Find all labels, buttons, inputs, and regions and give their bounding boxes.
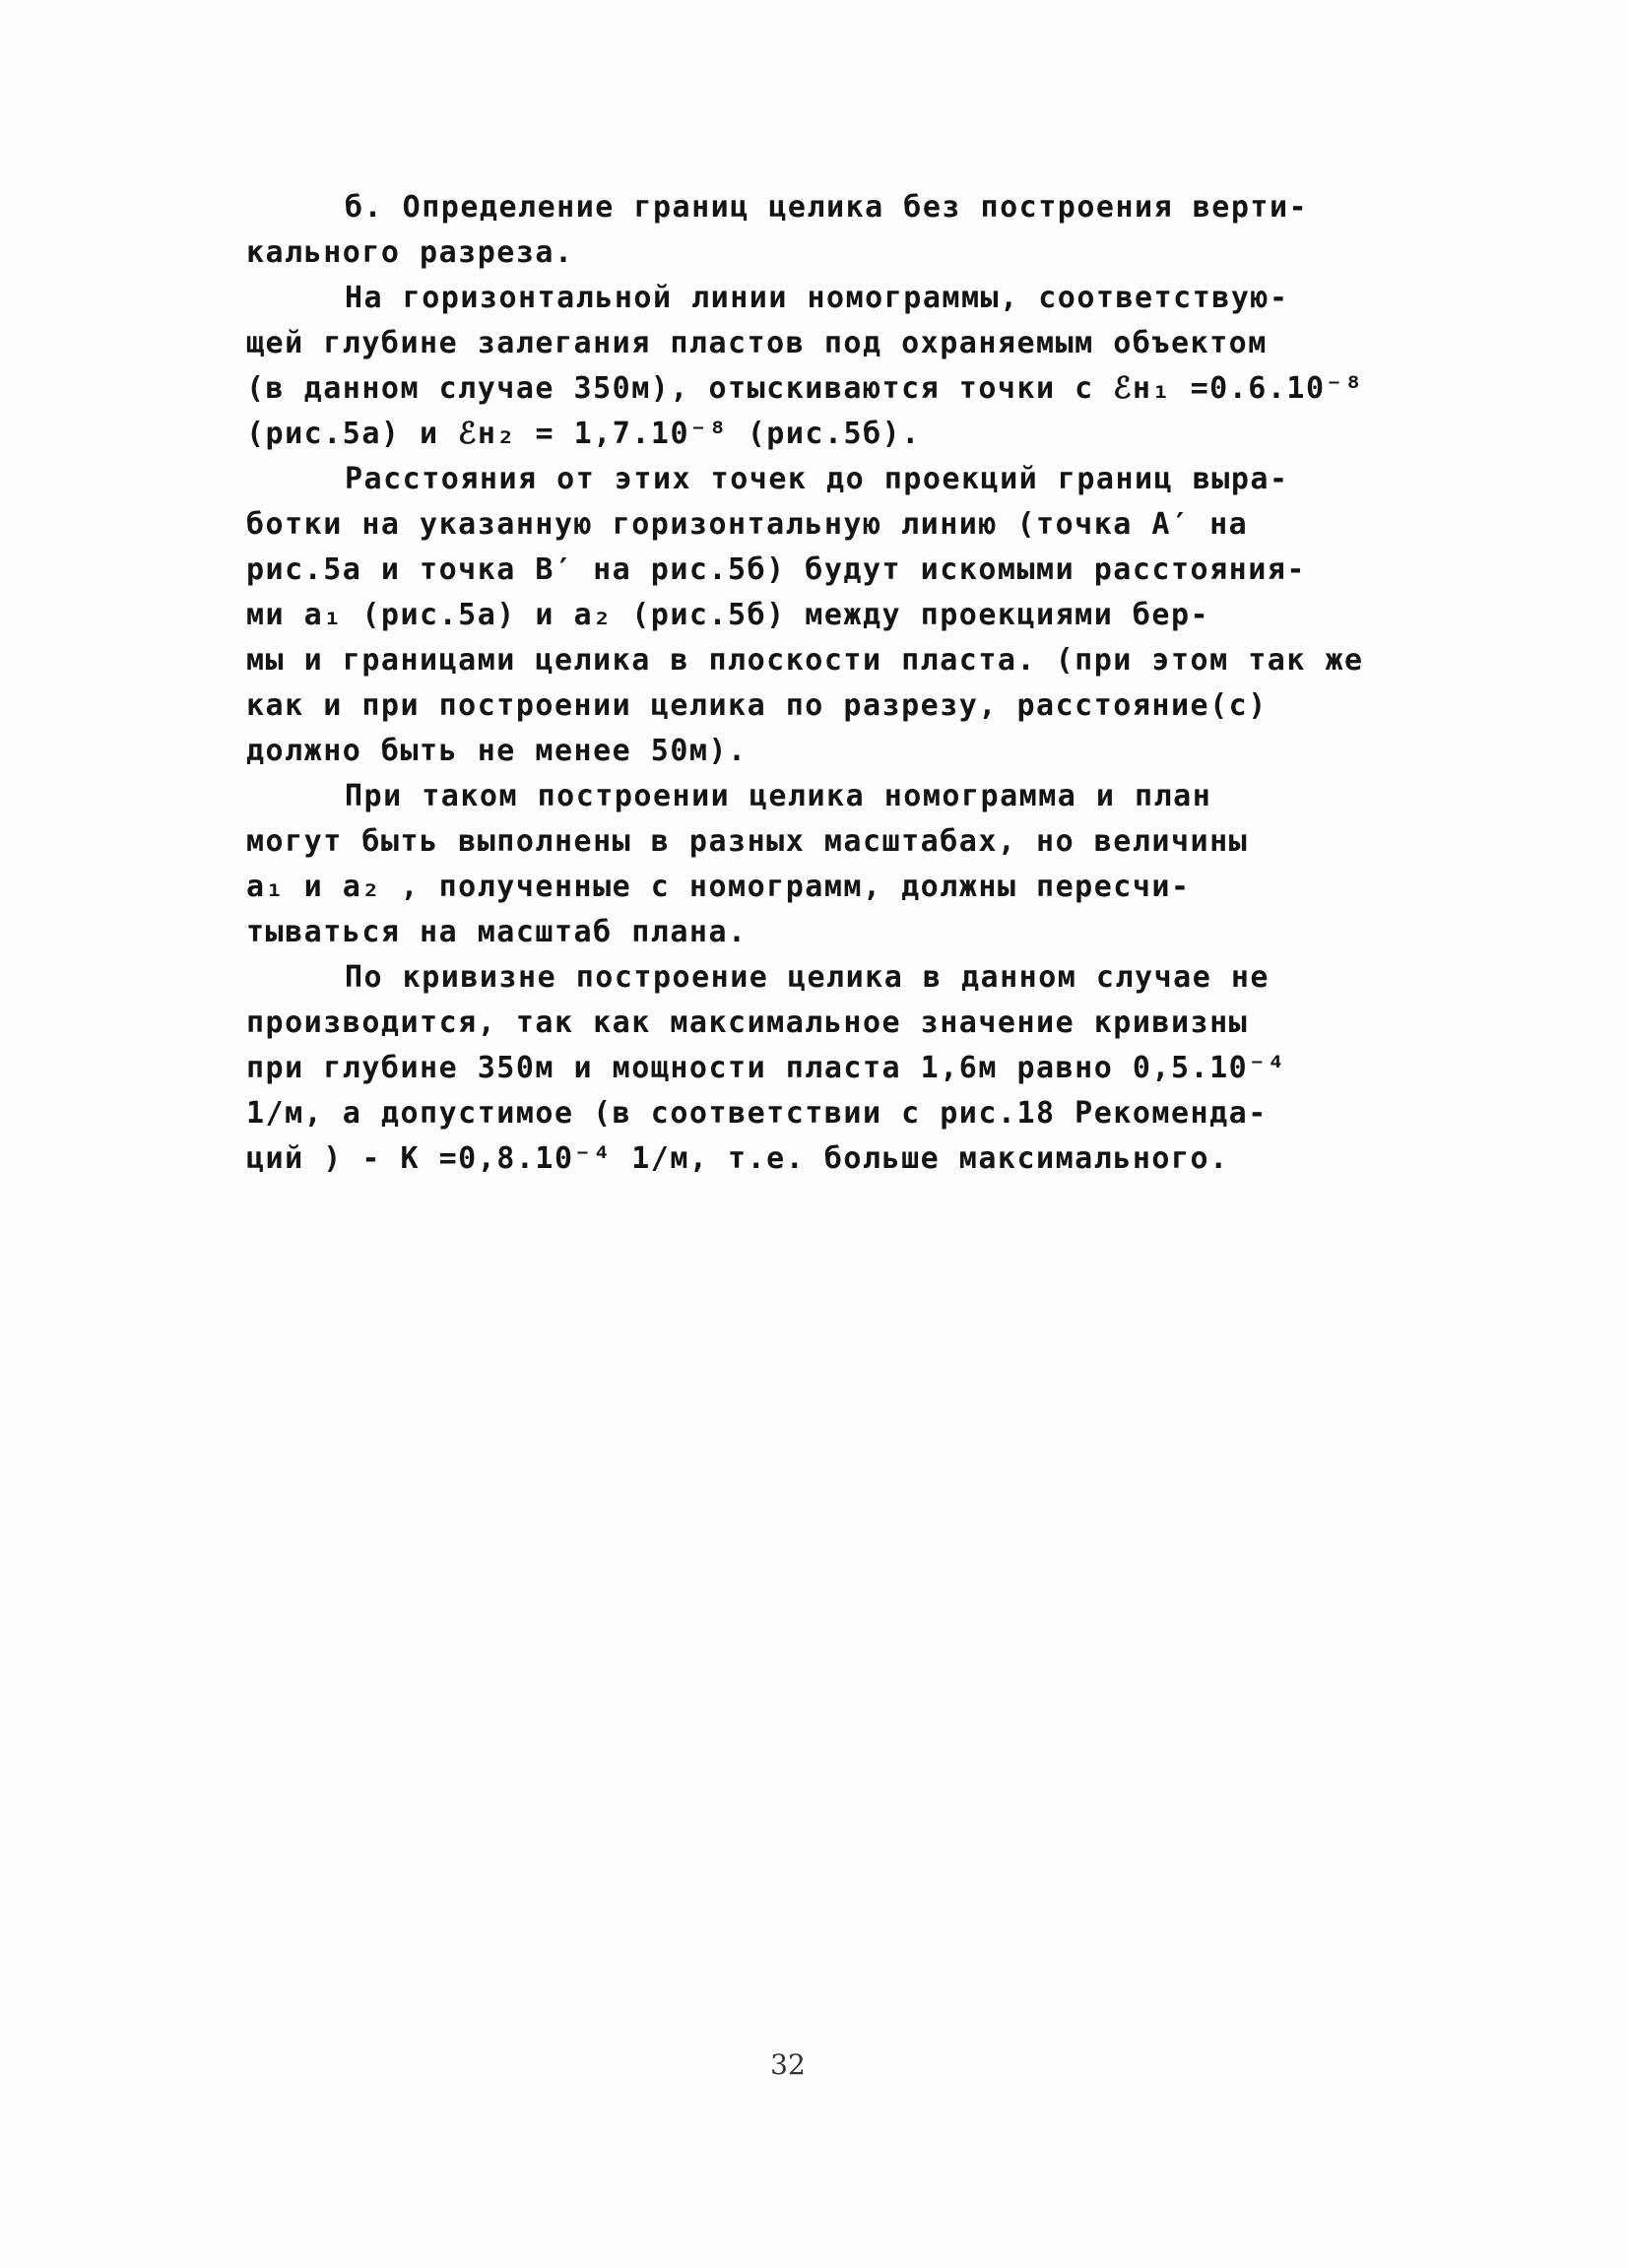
text-line: ботки на указанную горизонтальную линию (точка А′ на — [246, 507, 1249, 542]
text-line: По кривизне построение целика в данном случае не — [345, 960, 1270, 995]
text-line: При таком построении целика номограмма и план — [345, 779, 1212, 813]
text-line: б. Определение границ целика без построения верти- — [345, 190, 1309, 225]
text-line: ций ) - К =0,8.10⁻⁴ 1/м, т.е. больше максимального. — [246, 1141, 1229, 1176]
text-line: Расстояния от этих точек до проекций границ выра- — [345, 462, 1289, 496]
text-line: щей глубине залегания пластов под охраняемым объектом — [246, 326, 1268, 360]
text-line: как и при построении целика по разрезу, расстояние(с) — [246, 688, 1268, 723]
text-line: ми a₁ (рис.5а) и a₂ (рис.5б) между проекциями бер- — [246, 598, 1210, 632]
text-line: рис.5а и точка В′ на рис.5б) будут искомыми расстояния- — [246, 552, 1306, 587]
text-line: могут быть выполнены в разных масштабах, но величины — [246, 824, 1249, 859]
page-number: 32 — [770, 2048, 806, 2081]
text-line: при глубине 350м и мощности пласта 1,6м равно 0,5.10⁻⁴ — [246, 1051, 1287, 1085]
text-line: 1/м, а допустимое (в соответствии с рис.18 Рекоменда- — [246, 1096, 1268, 1131]
text-line: (в данном случае 350м), отыскиваются точки с ℰн₁ =0.6.10⁻⁸ — [246, 371, 1364, 406]
text-line: тываться на масштаб плана. — [246, 915, 748, 949]
text-line: кального разреза. — [246, 235, 574, 270]
text-line: должно быть не менее 50м). — [246, 734, 748, 768]
text-line: производится, так как максимальное значение кривизны — [246, 1005, 1249, 1040]
text-line: a₁ и a₂ , полученные с номограмм, должны пересчи- — [246, 870, 1191, 904]
text-line: мы и границами целика в плоскости пласта. (при этом так же — [246, 643, 1364, 678]
text-line: (рис.5а) и ℰн₂ = 1,7.10⁻⁸ (рис.5б). — [246, 417, 921, 451]
text-line: На горизонтальной линии номограммы, соответствую- — [345, 281, 1289, 315]
body-text — [246, 185, 1379, 1182]
